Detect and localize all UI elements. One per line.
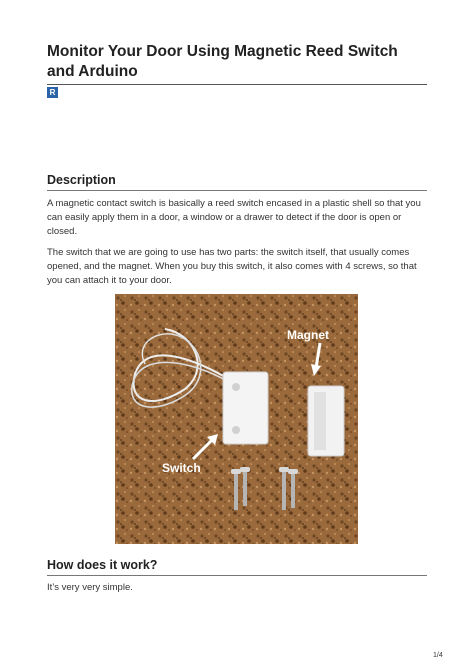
title-divider xyxy=(47,84,427,85)
author-badge: R xyxy=(47,87,58,98)
page-number: 1/4 xyxy=(433,652,443,659)
photo-label-magnet: Magnet xyxy=(287,328,329,342)
photo-label-switch: Switch xyxy=(162,461,201,475)
how-divider xyxy=(47,575,427,576)
page-title: Monitor Your Door Using Magnetic Reed Switch and Arduino xyxy=(47,43,398,80)
reed-switch-photo xyxy=(115,294,358,544)
description-divider xyxy=(47,190,427,191)
section-heading-how: How does it work? xyxy=(47,558,158,572)
section-heading-description: Description xyxy=(47,173,116,187)
how-paragraph: It’s very very simple. xyxy=(47,582,133,593)
description-paragraph-1: A magnetic contact switch is basically a reed switch encased in a plastic shell so that you can easily apply them in a door, a window or a drawer to detect if the door is open or closed. xyxy=(47,198,421,237)
description-paragraph-2: The switch that we are going to use has two parts: the switch itself, that usually comes opened, and the magnet. When you buy this switch, it also comes with 4 screws, so that you can attach it to your door. xyxy=(47,247,417,286)
